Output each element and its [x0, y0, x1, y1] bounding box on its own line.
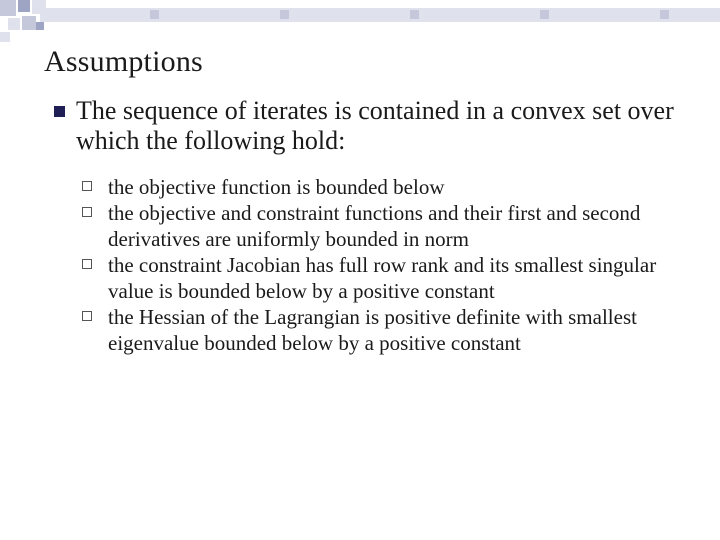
header-square — [18, 0, 30, 12]
header-square — [540, 10, 549, 19]
sub-bullet-text: the constraint Jacobian has full row rank and its smallest singular value is bounded below by a positive constant — [108, 253, 657, 303]
header-square — [0, 0, 16, 16]
header-square — [0, 32, 10, 42]
header-square — [150, 10, 159, 19]
decorative-header-band — [0, 0, 720, 48]
slide-title: Assumptions — [44, 45, 203, 78]
header-square — [660, 10, 669, 19]
sub-bullet-item — [76, 252, 684, 304]
header-square — [36, 22, 44, 30]
header-square — [32, 0, 46, 14]
sub-bullet-item — [76, 174, 684, 200]
hollow-square-bullet-icon — [82, 207, 92, 217]
square-bullet-icon — [54, 106, 65, 117]
header-square — [8, 18, 20, 30]
sub-bullet-list — [44, 174, 684, 356]
main-bullet-text: The sequence of iterates is contained in a convex set over which the following hold: — [76, 96, 674, 155]
sub-bullet-item — [76, 304, 684, 356]
slide-body — [44, 96, 684, 356]
sub-bullet-text: the objective and constraint functions and their first and second derivatives are uniformly bounded in norm — [108, 201, 641, 251]
sub-bullet-text: the objective function is bounded below — [108, 175, 445, 199]
sub-bullet-item — [76, 200, 684, 252]
header-strip — [40, 8, 720, 22]
hollow-square-bullet-icon — [82, 259, 92, 269]
header-square — [22, 16, 36, 30]
main-bullet-item — [44, 96, 684, 156]
hollow-square-bullet-icon — [82, 311, 92, 321]
sub-bullet-text: the Hessian of the Lagrangian is positive definite with smallest eigenvalue bounded below by a positive constant — [108, 305, 637, 355]
header-square — [410, 10, 419, 19]
header-square — [280, 10, 289, 19]
hollow-square-bullet-icon — [82, 181, 92, 191]
